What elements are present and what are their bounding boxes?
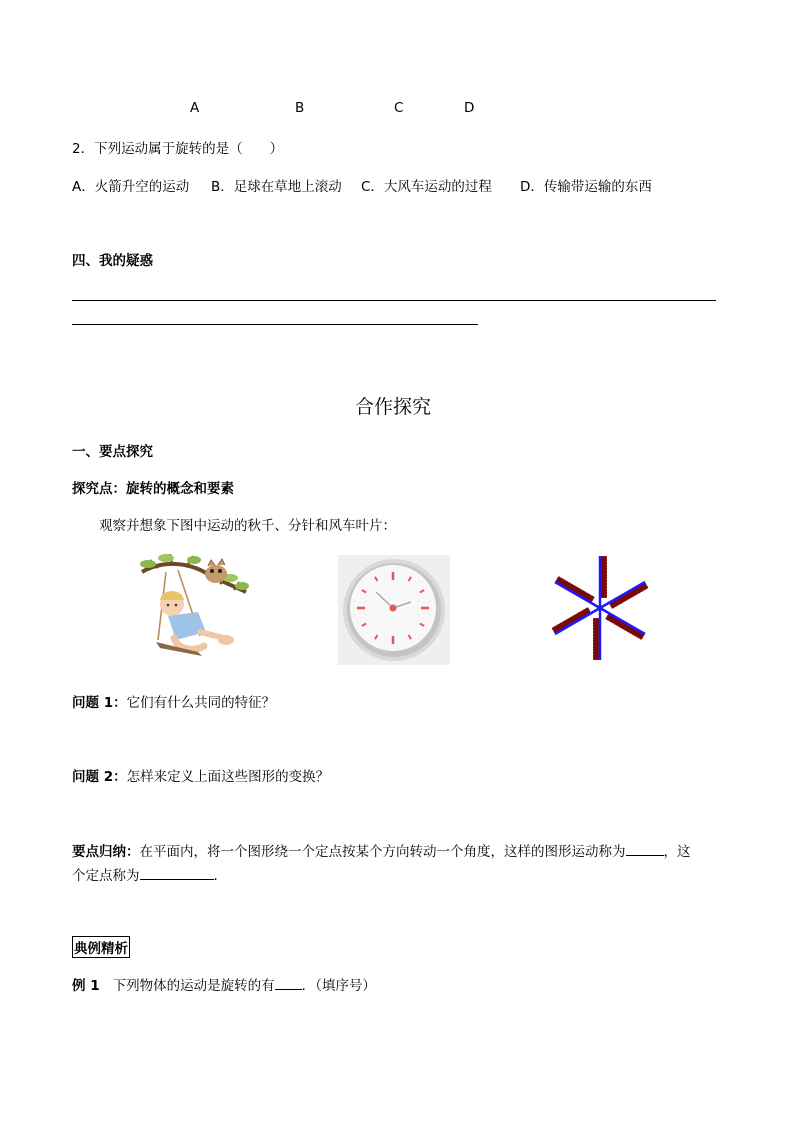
summary-line-1 [72, 840, 691, 860]
question-2-option-b: B．足球在草地上滚动 [211, 179, 342, 195]
option-label-c: C [394, 100, 404, 116]
pinwheel-blades [551, 556, 648, 660]
question-2-definition [72, 765, 329, 785]
pinwheel-blade [605, 613, 645, 640]
question-2-option-c: C．大风车运动的过程 [361, 179, 492, 195]
summary-text-2: ，这 [663, 844, 691, 860]
summary-blank-2[interactable] [140, 879, 214, 880]
summary-label: 要点归纳： [72, 844, 140, 860]
pinwheel-blade [609, 582, 649, 609]
option-label-a: A [190, 100, 200, 116]
inquiry-point-heading: 探究点：旋转的概念和要素 [72, 481, 234, 497]
question-2-definition-label: 问题 2： [72, 769, 127, 785]
cooperative-inquiry-title: 合作探究 [355, 396, 432, 418]
summary-line-2 [72, 864, 227, 884]
option-label-d: D [464, 100, 475, 116]
pinwheel-blade [551, 607, 591, 634]
summary-blank-1[interactable] [626, 855, 664, 856]
question-2-option-a: A．火箭升空的运动 [72, 179, 190, 195]
section-4-heading: 四、我的疑惑 [72, 253, 153, 269]
question-1 [72, 691, 275, 711]
option-label-b: B [295, 100, 305, 116]
answer-line-1 [72, 300, 716, 301]
question-2-definition-text: 怎样来定义上面这些图形的变换？ [126, 769, 330, 785]
example-1-blank[interactable] [275, 989, 302, 990]
question-2-stem: 2．下列运动属于旋转的是（ ） [72, 141, 284, 157]
pinwheel-axis [600, 608, 645, 634]
question-1-label: 问题 1： [72, 695, 127, 711]
example-1-text-2: ．（填序号） [301, 978, 376, 994]
question-2-option-d: D．传输带运输的东西 [520, 179, 652, 195]
key-points-heading: 一、要点探究 [72, 444, 153, 460]
example-1 [72, 974, 376, 994]
pinwheel-image [544, 550, 656, 666]
swing-girl-image [138, 554, 250, 666]
clock-image [338, 555, 450, 665]
pinwheel-axis [555, 582, 600, 608]
question-1-text: 它们有什么共同的特征？ [126, 695, 276, 711]
answer-line-2 [72, 324, 478, 325]
summary-text-4: ． [213, 868, 227, 884]
summary-text-1: 在平面内，将一个图形绕一个定点按某个方向转动一个角度，这样的图形运动称为 [139, 844, 626, 860]
observe-instruction: 观察并想象下图中运动的秋千、分针和风车叶片： [99, 518, 396, 534]
typical-examples-heading: 典例精析 [72, 936, 130, 958]
pinwheel-blade [555, 576, 595, 603]
example-1-label: 例 1 [72, 978, 100, 994]
summary-text-3: 个定点称为 [72, 868, 140, 884]
example-1-text-1: 下列物体的运动是旋转的有 [112, 978, 275, 994]
